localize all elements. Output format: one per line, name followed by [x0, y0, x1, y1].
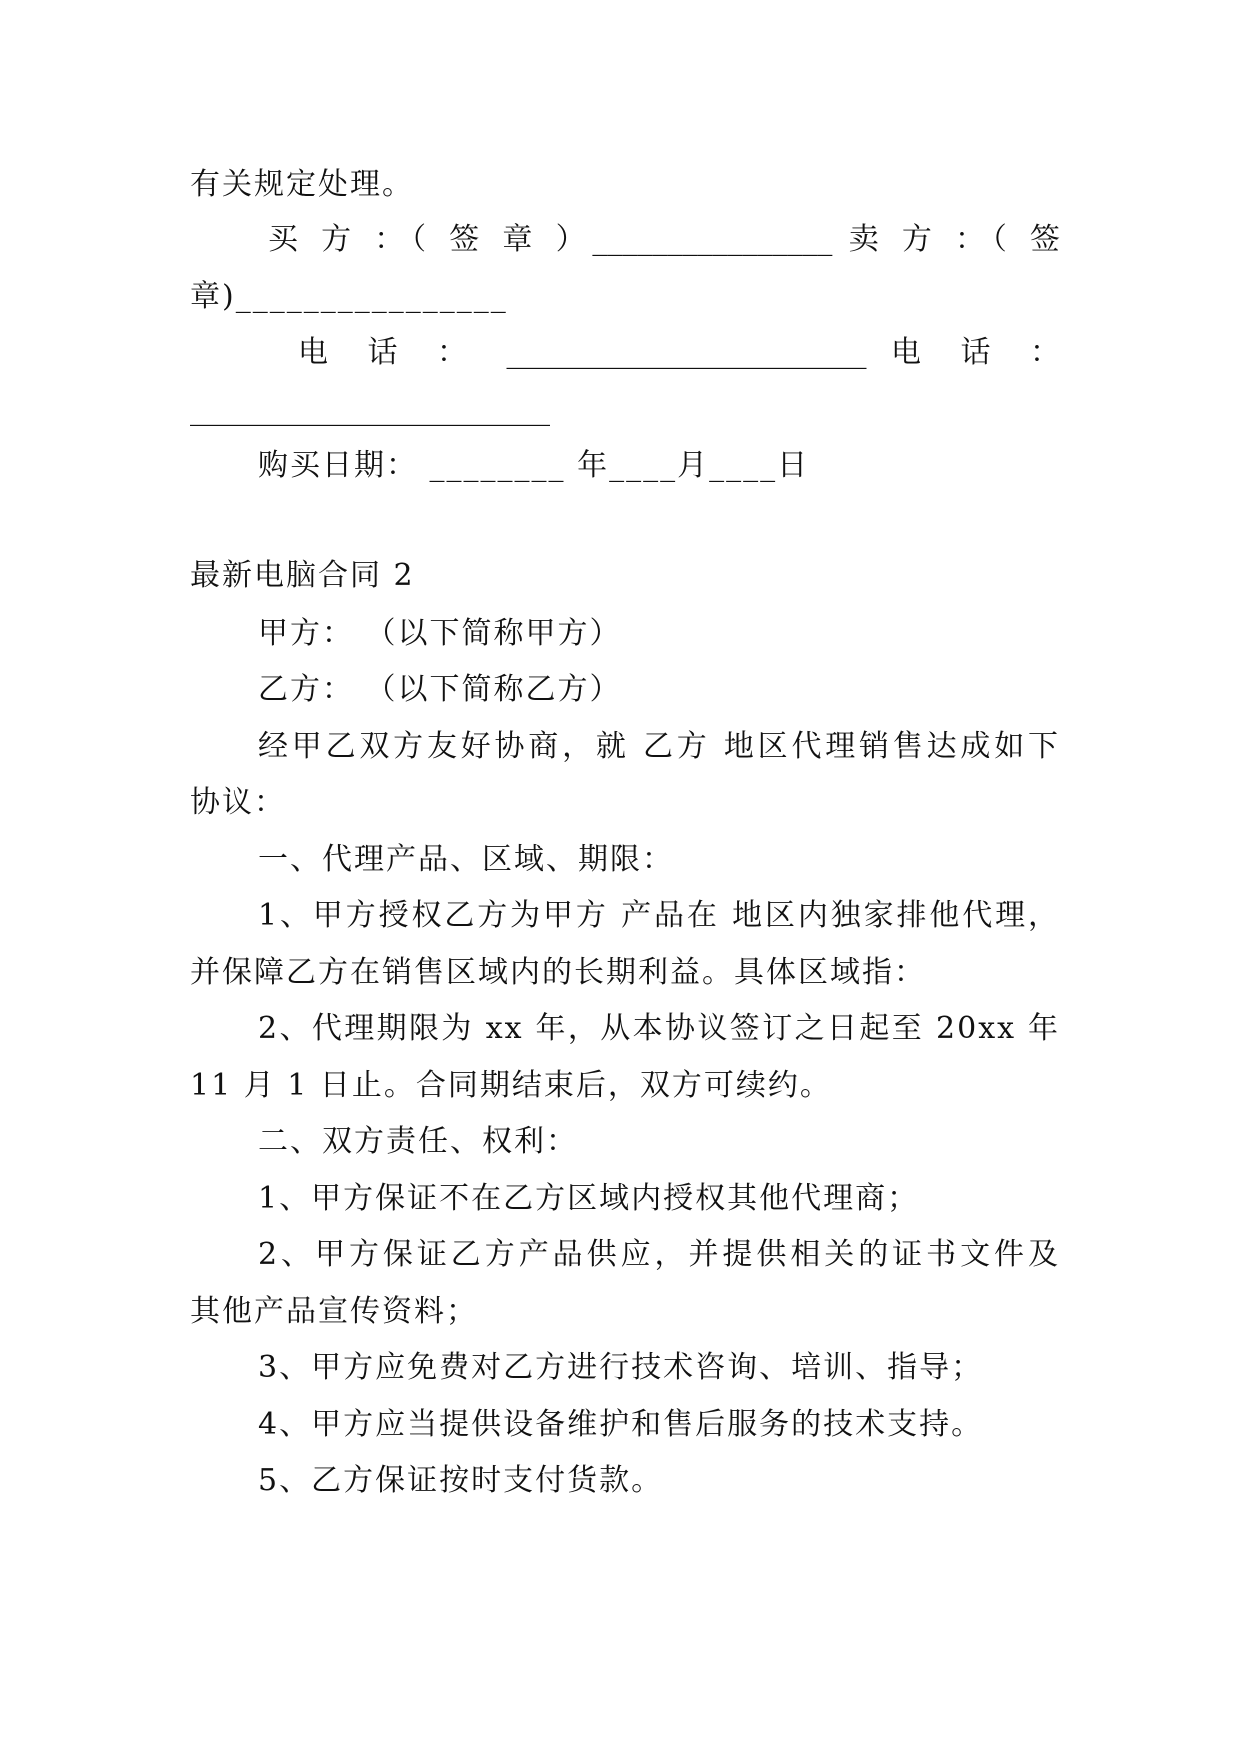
section-title: 最新电脑合同 2 [190, 558, 415, 593]
paragraph-line: 2、甲方保证乙方产品供应，并提供相关的证书文件及 [258, 1237, 1060, 1272]
text-line: 有关规定处理。 [190, 167, 414, 202]
party-a-line: 甲方： （以下简称甲方） [258, 616, 622, 651]
paragraph-line: 经甲乙双方友好协商，就 乙方 地区代理销售达成如下 [258, 729, 1060, 764]
paragraph-line: 其他产品宣传资料； [190, 1294, 478, 1329]
clause-heading: 二、双方责任、权利： [258, 1124, 578, 1159]
phone-line: 电 话 ： ________________________ 电 话 ： [298, 335, 1060, 370]
paragraph-line: 4、甲方应当提供设备维护和售后服务的技术支持。 [258, 1407, 984, 1442]
clause-heading: 一、代理产品、区域、期限： [258, 842, 674, 877]
paragraph-line: 协议： [190, 785, 286, 820]
paragraph-line: 1、甲方授权乙方为甲方 产品在 地区内独家排他代理， [258, 898, 1060, 933]
paragraph-line: 并保障乙方在销售区域内的长期利益。具体区域指： [190, 955, 926, 990]
buyer-seller-signature-line: 买 方 ：（ 签 章 ）________________ 卖 方 ：（ 签 [268, 222, 1060, 257]
party-b-line: 乙方： （以下简称乙方） [258, 672, 622, 707]
phone-blank-line: ________________________ [190, 392, 550, 427]
paragraph-line: 2、代理期限为 xx 年，从本协议签订之日起至 20xx 年 [258, 1011, 1060, 1046]
paragraph-line: 5、乙方保证按时支付货款。 [258, 1463, 664, 1498]
paragraph-line: 11 月 1 日止。合同期结束后，双方可续约。 [190, 1068, 832, 1103]
paragraph-line: 1、甲方保证不在乙方区域内授权其他代理商； [258, 1181, 920, 1216]
paragraph-line: 3、甲方应免费对乙方进行技术咨询、培训、指导； [258, 1350, 984, 1385]
purchase-date-line: 购买日期： ________ 年____月____日 [258, 448, 810, 483]
seal-line: 章)________________ [190, 279, 508, 314]
